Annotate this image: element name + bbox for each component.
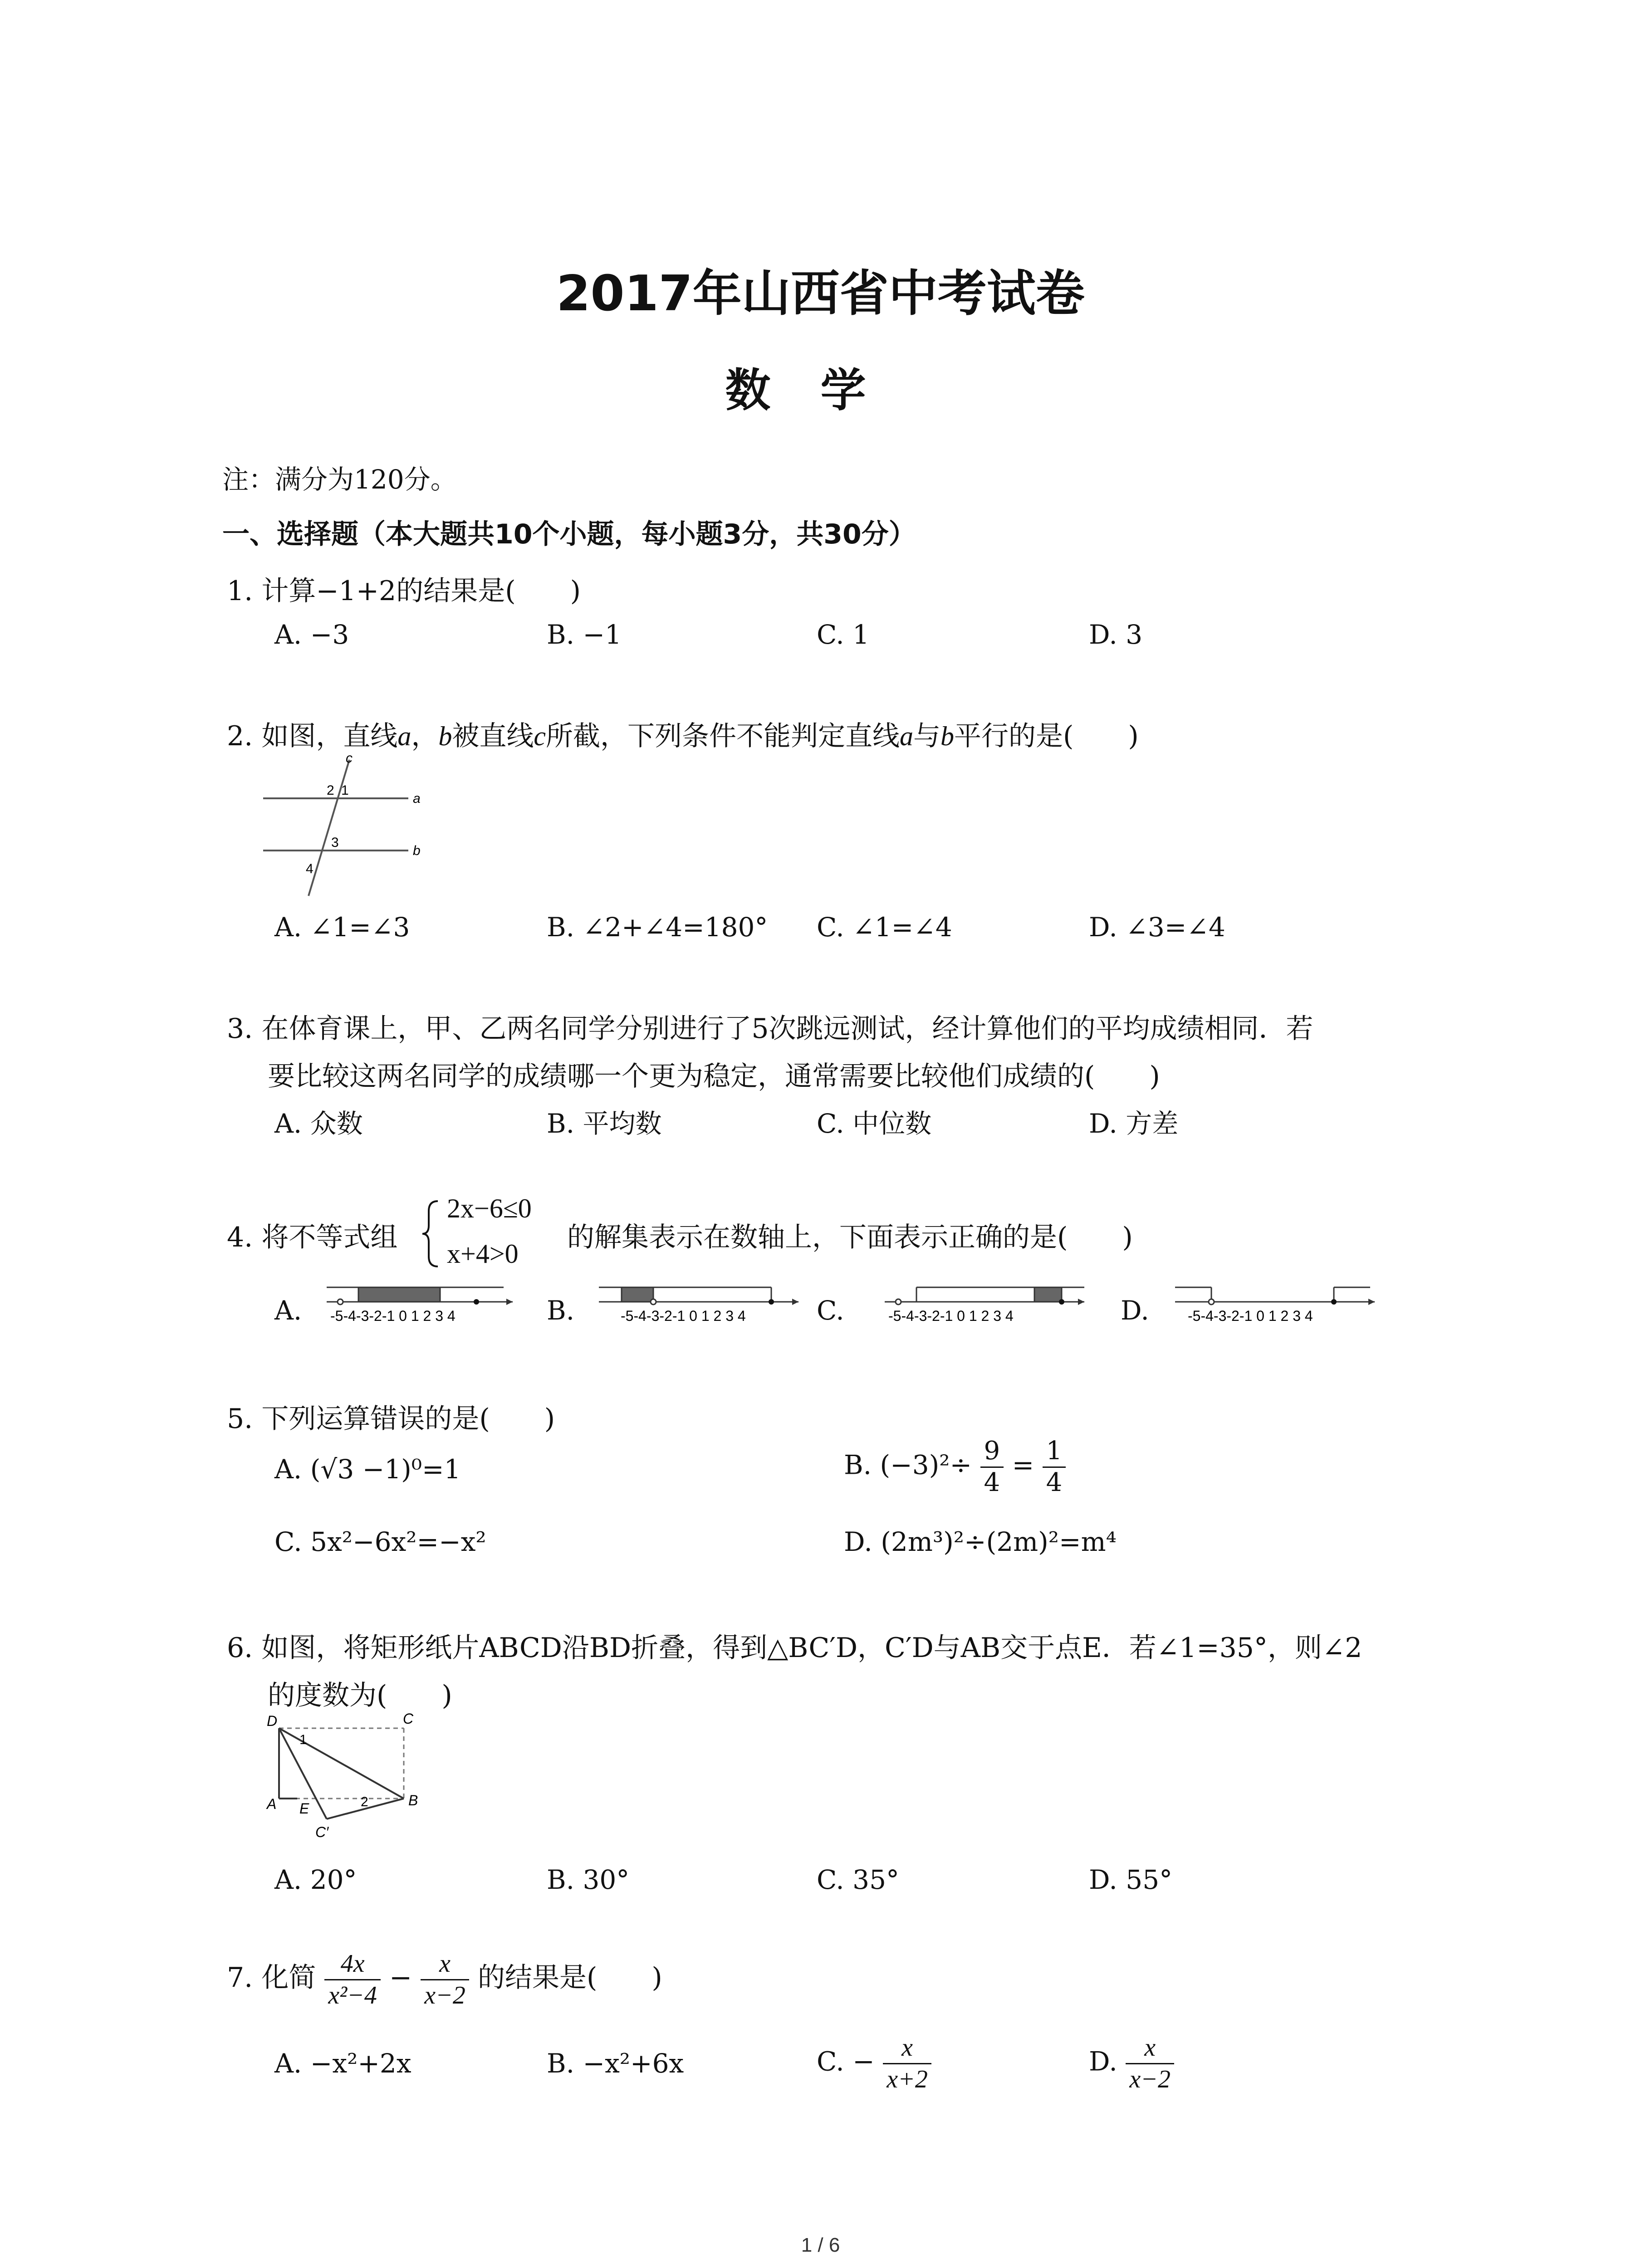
- svg-text:E: E: [299, 1800, 309, 1817]
- question-1-option-c: C. 1: [817, 619, 870, 650]
- question-3-line-1: 3. 在体育课上，甲、乙两名同学分别进行了5次跳远测试，经计算他们的平均成绩相同．若: [227, 1013, 1313, 1045]
- number-line-c: [871, 1279, 1093, 1329]
- score-note: 注：满分为120分。: [222, 464, 457, 495]
- subject-title: 数学: [725, 364, 916, 417]
- question-6-line-2: 的度数为( ): [268, 1680, 452, 1711]
- question-4-option-c: C.: [817, 1295, 844, 1326]
- question-3-line-2: 要比较这两名同学的成绩哪一个更为稳定，通常需要比较他们成绩的( ): [268, 1061, 1160, 1092]
- question-4-stem-post: 的解集表示在数轴上，下面表示正确的是( ): [567, 1222, 1133, 1253]
- question-6-option-a: A. 20°: [274, 1864, 357, 1895]
- number-line-a: [313, 1279, 522, 1329]
- question-6-line-1: 6. 如图，将矩形纸片ABCD沿BD折叠，得到△BC′D，C′D与AB交于点E．若∠1=35°，则∠2: [227, 1632, 1362, 1664]
- svg-text:b: b: [413, 843, 421, 858]
- svg-text:C: C: [403, 1711, 414, 1727]
- parallel-lines-figure: [259, 751, 431, 900]
- svg-text:-5-4-3-2-1 0 1 2 3 4: -5-4-3-2-1 0 1 2 3 4: [330, 1308, 456, 1324]
- question-3-option-c: C. 中位数: [817, 1108, 932, 1139]
- inequality-2: x+4>0: [447, 1239, 519, 1269]
- question-5-stem: 5. 下列运算错误的是( ): [227, 1403, 555, 1435]
- question-1-option-d: D. 3: [1089, 619, 1143, 650]
- question-5-option-d: D. (2m³)²÷(2m)²=m⁴: [844, 1526, 1117, 1557]
- svg-text:-5-4-3-2-1 0 1 2 3 4: -5-4-3-2-1 0 1 2 3 4: [888, 1308, 1014, 1324]
- svg-text:c: c: [346, 751, 353, 766]
- svg-text:3: 3: [331, 835, 339, 850]
- question-4-stem-pre: 4. 将不等式组: [227, 1222, 398, 1253]
- page-number: 1 / 6: [801, 2234, 840, 2256]
- question-4-option-d: D.: [1121, 1295, 1149, 1326]
- section-heading: 一、选择题（本大题共10个小题，每小题3分，共30分）: [222, 518, 916, 550]
- question-3-option-b: B. 平均数: [547, 1108, 662, 1139]
- question-1-option-b: B. −1: [547, 619, 622, 650]
- question-7-option-d: D. $\frac{x}{x-2}$: [1089, 2034, 1174, 2093]
- svg-text:a: a: [413, 791, 421, 806]
- question-2-option-c: C. ∠1=∠4: [817, 912, 952, 943]
- svg-text:2: 2: [327, 783, 334, 798]
- svg-text:1: 1: [299, 1732, 307, 1747]
- number-line-d: [1166, 1279, 1384, 1329]
- inequality-1: 2x−6≤0: [447, 1193, 532, 1223]
- svg-text:2: 2: [361, 1794, 368, 1809]
- question-3-option-a: A. 众数: [274, 1108, 363, 1139]
- question-4-option-b: B.: [547, 1295, 575, 1326]
- question-7-option-c: C. − $\frac{x}{x+2}$: [817, 2034, 931, 2093]
- svg-text:A: A: [267, 1796, 277, 1812]
- question-7-stem: 7. 化简 $\frac{4x}{\text{x²−4}}$ − $\frac{x}{x-2}$ 的结果是( ): [227, 1950, 662, 2009]
- svg-text:1: 1: [341, 783, 349, 798]
- svg-text:-5-4-3-2-1 0 1 2 3 4: -5-4-3-2-1 0 1 2 3 4: [621, 1308, 746, 1324]
- svg-text:4: 4: [306, 861, 314, 876]
- question-6-option-b: B. 30°: [547, 1864, 630, 1895]
- question-2-option-b: B. ∠2+∠4=180°: [547, 912, 768, 943]
- question-5-option-b: B. (−3)²÷ $\frac{9}{4}$ = $\frac{1}{4}$: [844, 1438, 1066, 1496]
- question-3-option-d: D. 方差: [1089, 1108, 1179, 1139]
- brace-icon: [420, 1198, 442, 1270]
- number-line-b: [590, 1279, 808, 1329]
- question-7-option-b: B. −x²+6x: [547, 2048, 684, 2079]
- exam-title: 2017年山西省中考试卷: [556, 265, 1085, 322]
- question-7-option-a: A. −x²+2x: [274, 2048, 411, 2079]
- question-2-option-a: A. ∠1=∠3: [274, 912, 410, 943]
- question-5-option-a: A. (√3 −1)⁰=1: [274, 1454, 461, 1485]
- question-6-option-d: D. 55°: [1089, 1864, 1173, 1895]
- question-4-option-a: A.: [274, 1295, 302, 1326]
- svg-text:-5-4-3-2-1 0 1 2 3 4: -5-4-3-2-1 0 1 2 3 4: [1188, 1308, 1313, 1324]
- question-5-option-c: C. 5x²−6x²=−x²: [274, 1526, 486, 1557]
- svg-text:C′: C′: [315, 1824, 329, 1840]
- question-1-stem: 1. 计算−1+2的结果是( ): [227, 575, 581, 607]
- question-2-option-d: D. ∠3=∠4: [1089, 912, 1225, 943]
- folded-rectangle-figure: [259, 1706, 440, 1851]
- svg-text:B: B: [408, 1792, 418, 1809]
- question-2-stem: 2. 如图，直线a，b被直线c所截，下列条件不能判定直线a与b平行的是( ): [227, 720, 1139, 752]
- svg-text:D: D: [267, 1713, 278, 1729]
- question-1-option-a: A. −3: [274, 619, 349, 650]
- question-6-option-c: C. 35°: [817, 1864, 899, 1895]
